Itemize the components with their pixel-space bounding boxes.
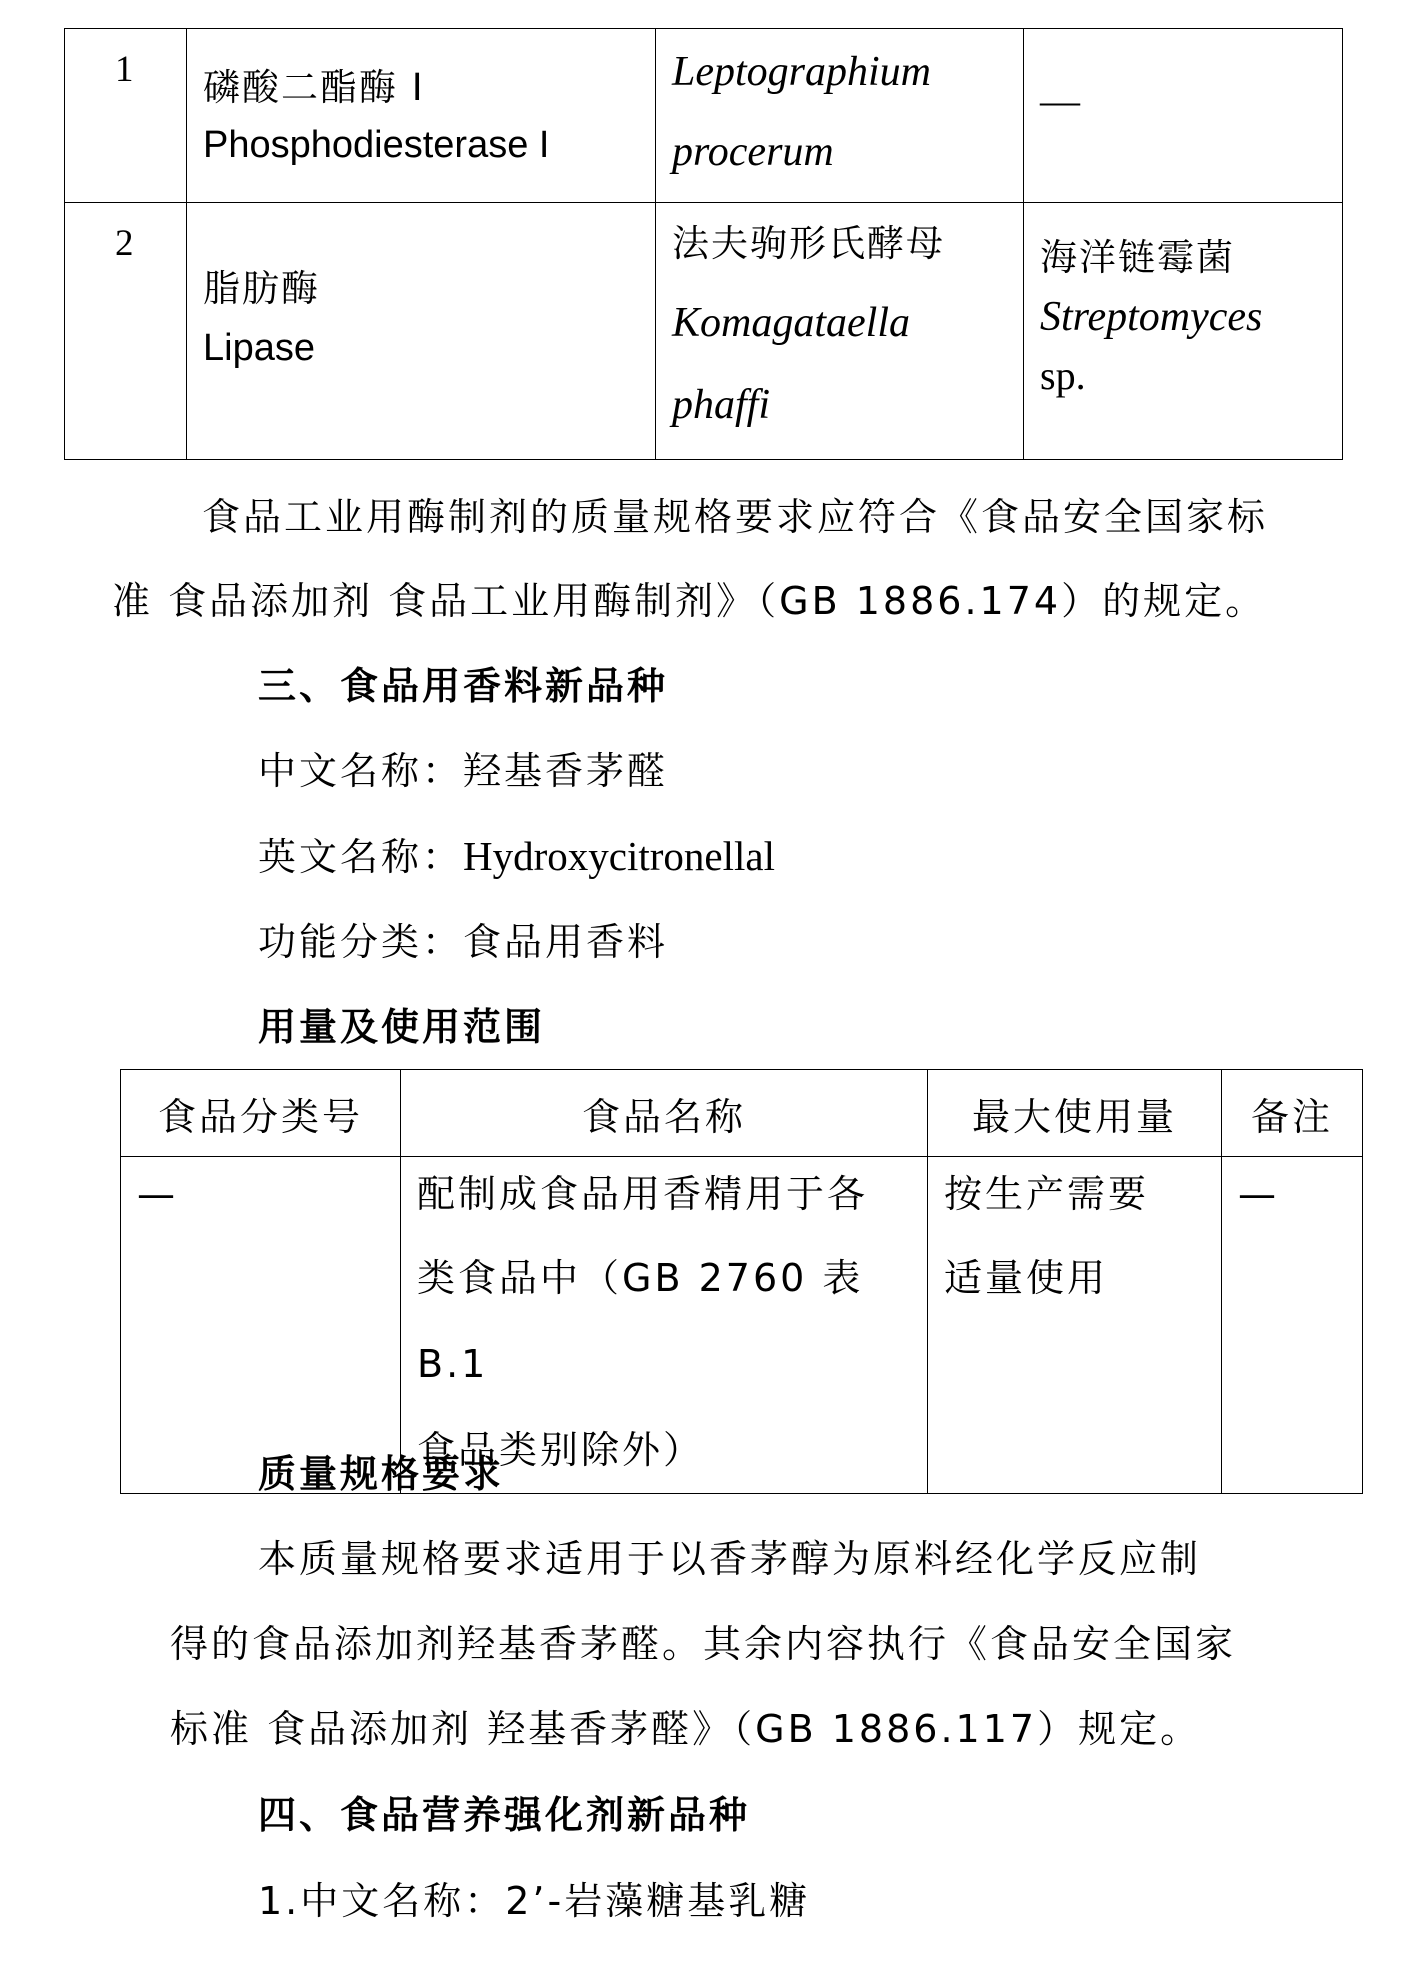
row-number: 1: [65, 29, 187, 203]
subsection-heading: 质量规格要求: [258, 1452, 505, 1496]
enzyme-name-cell: [187, 29, 656, 203]
enzyme-name-zh: 脂肪酶: [203, 267, 320, 310]
enzyme-name-cell: [187, 203, 656, 460]
max-usage-cell: [928, 1157, 1222, 1494]
source-name-line1: Leptographium: [672, 49, 932, 95]
donor-name-zh: 海洋链霉菌: [1040, 236, 1235, 279]
column-header: 食品分类号: [121, 1070, 401, 1157]
enzyme-name-zh: 磷酸二酯酶 I: [203, 66, 425, 109]
food-name-line: 食品类别除外）: [417, 1428, 705, 1472]
enzyme-name-en: Lipase: [203, 327, 315, 369]
donor-name-line2: sp.: [1040, 353, 1086, 398]
enzyme-name-en: Phosphodiesterase I: [203, 124, 550, 166]
column-header: 备注: [1222, 1070, 1363, 1157]
max-usage-line: 适量使用: [944, 1256, 1109, 1300]
chinese-name-line: 中文名称：羟基香茅醛: [258, 749, 669, 793]
row-number: 2: [65, 203, 187, 460]
section-heading: 三、食品用香料新品种: [258, 664, 669, 708]
english-name-value: Hydroxycitronellal: [463, 833, 775, 879]
donor-cell: [1024, 29, 1343, 203]
paragraph-line: 标准 食品添加剂 羟基香茅醛》（GB 1886.117）规定。: [170, 1707, 1202, 1751]
section-heading: 四、食品营养强化剂新品种: [258, 1793, 751, 1837]
column-header: 食品名称: [401, 1070, 928, 1157]
food-code-cell: —: [121, 1157, 401, 1494]
paragraph-line: 得的食品添加剂羟基香茅醛。其余内容执行《食品安全国家: [170, 1622, 1237, 1666]
column-header: 最大使用量: [928, 1070, 1222, 1157]
source-cell: [656, 203, 1024, 460]
food-name-line: 配制成食品用香精用于各: [417, 1172, 869, 1216]
paragraph-line: 本质量规格要求适用于以香茅醇为原料经化学反应制: [258, 1537, 1202, 1581]
list-item: 1.中文名称：2’-岩藻糖基乳糖: [258, 1879, 811, 1923]
table-row: [65, 29, 1343, 203]
usage-table: [120, 1069, 1363, 1494]
source-cell: [656, 29, 1024, 203]
function-class-line: 功能分类：食品用香料: [258, 920, 669, 964]
source-name-line2: phaffi: [672, 382, 771, 428]
table-row: [65, 203, 1343, 460]
enzyme-table: [64, 28, 1343, 460]
source-name-line1: Komagataella: [672, 300, 910, 346]
max-usage-line: 按生产需要: [944, 1172, 1150, 1216]
subsection-heading: 用量及使用范围: [258, 1005, 546, 1049]
source-name-line2: procerum: [672, 129, 834, 175]
note-cell: —: [1222, 1157, 1363, 1494]
food-name-line: 类食品中（GB 2760 表 B.1: [417, 1256, 864, 1386]
table-header-row: [121, 1070, 1363, 1157]
donor-name-line1: Streptomyces: [1040, 294, 1263, 340]
donor-dash: —: [1040, 78, 1080, 123]
paragraph-line: 准 食品添加剂 食品工业用酶制剂》（GB 1886.174）的规定。: [112, 579, 1267, 623]
english-name-line: [258, 826, 775, 881]
english-name-label: 英文名称：: [258, 835, 464, 879]
source-name-zh: 法夫驹形氏酵母: [672, 222, 945, 265]
donor-cell: [1024, 203, 1343, 460]
paragraph-line: 食品工业用酶制剂的质量规格要求应符合《食品安全国家标: [202, 495, 1269, 539]
